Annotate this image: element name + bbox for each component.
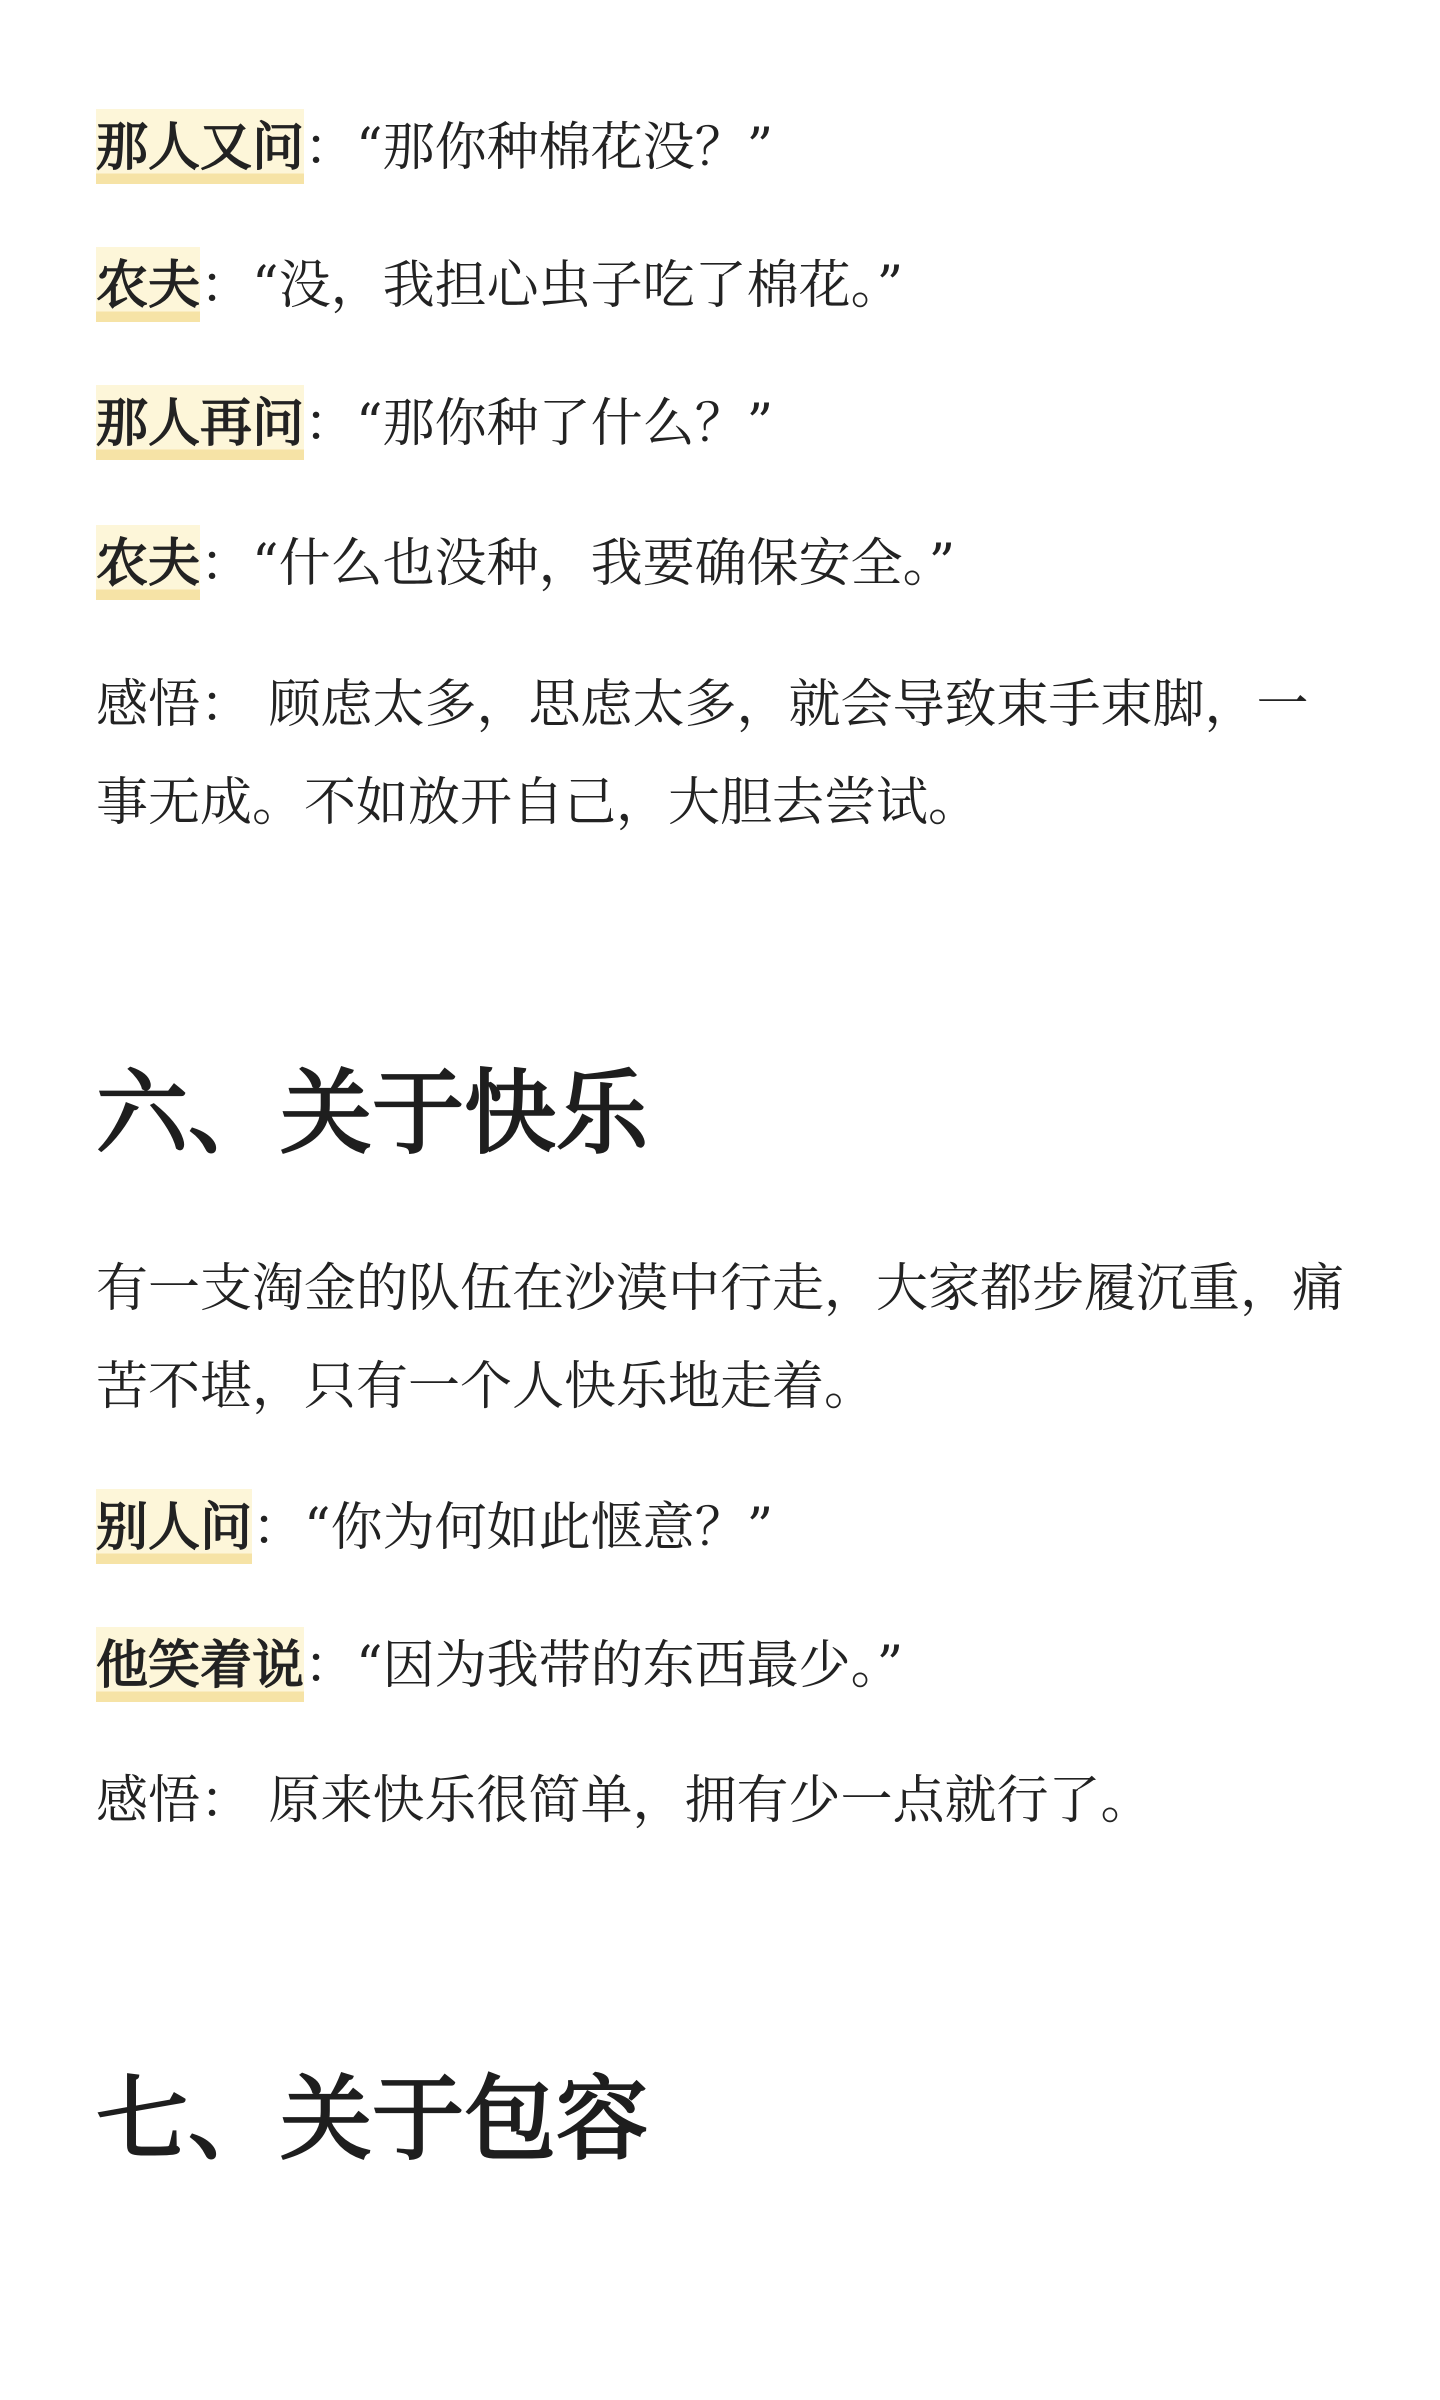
dialogue-text: ：“什么也没种，我要确保安全。” bbox=[200, 534, 956, 594]
dialogue-text: ：“因为我带的东西最少。” bbox=[304, 1636, 904, 1696]
dialogue-line bbox=[96, 254, 903, 318]
speaker-highlight: 农夫 bbox=[96, 525, 200, 600]
dialogue-text: ：“你为何如此惬意？” bbox=[252, 1498, 774, 1558]
section-heading: 七、关于包容 bbox=[96, 2065, 649, 2173]
dialogue-line bbox=[96, 532, 955, 596]
insight-paragraph: 感悟： 原来快乐很简单，拥有少一点就行了。 bbox=[96, 1771, 1153, 1831]
dialogue-text: ：“那你种棉花没？” bbox=[304, 118, 774, 178]
dialogue-line bbox=[96, 1496, 773, 1560]
dialogue-line bbox=[96, 392, 773, 456]
speaker-highlight: 那人又问 bbox=[96, 109, 304, 184]
speaker-highlight: 他笑着说 bbox=[96, 1627, 304, 1702]
section-heading: 六、关于快乐 bbox=[96, 1059, 649, 1167]
dialogue-text: ：“没，我担心虫子吃了棉花。” bbox=[200, 256, 904, 316]
story-paragraph: 有一支淘金的队伍在沙漠中行走，大家都步履沉重，痛苦不堪，只有一个人快乐地走着。 bbox=[96, 1259, 1345, 1417]
speaker-highlight: 别人问 bbox=[96, 1489, 252, 1564]
insight-paragraph: 感悟： 顾虑太多，思虑太多，就会导致束手束脚，一事无成。不如放开自己，大胆去尝试。 bbox=[96, 675, 1309, 833]
speaker-highlight: 农夫 bbox=[96, 247, 200, 322]
speaker-highlight: 那人再问 bbox=[96, 385, 304, 460]
dialogue-text: ：“那你种了什么？” bbox=[304, 394, 774, 454]
dialogue-line bbox=[96, 1634, 903, 1698]
dialogue-line bbox=[96, 116, 773, 180]
